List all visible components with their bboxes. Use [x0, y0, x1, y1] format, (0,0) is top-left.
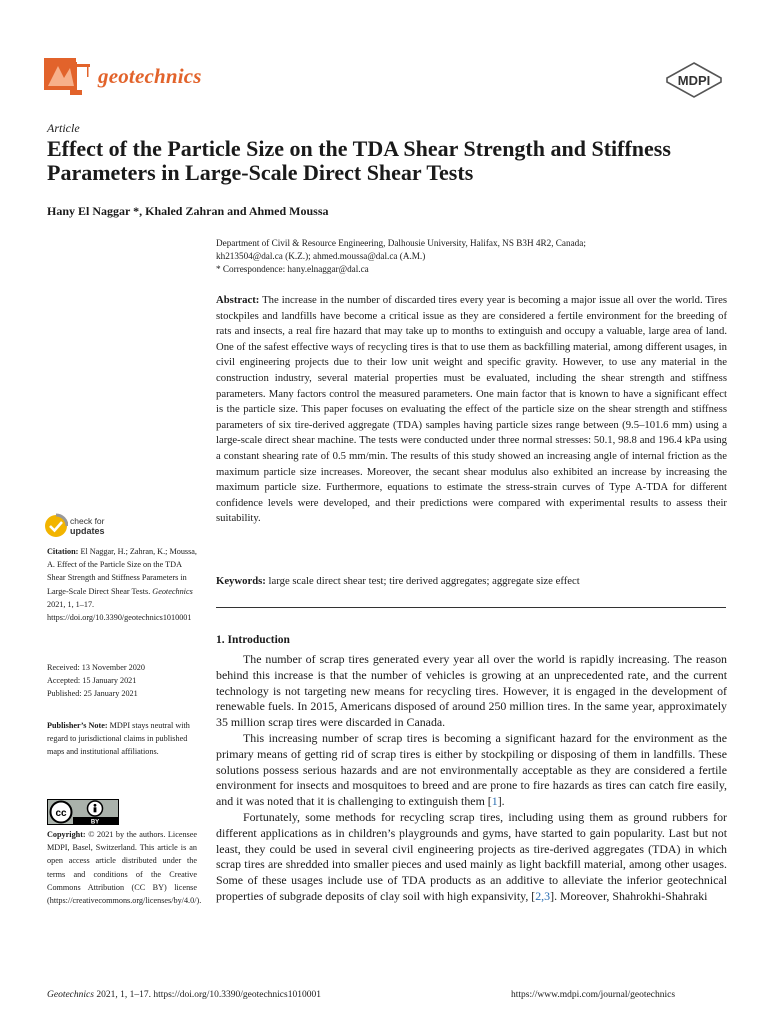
affiliation-block	[216, 237, 731, 276]
publisher-note-text: MDPI stays neutral with regard to jurisdictional claims in published maps and institutional affiliations.	[47, 721, 190, 757]
check-for-updates-icon	[44, 513, 68, 539]
check-updates-line2: updates	[70, 525, 105, 536]
affiliation-emails: kh213504@dal.ca (K.Z.); ahmed.moussa@dal.ca (A.M.)	[216, 251, 426, 261]
citation-block	[47, 545, 197, 624]
correspondence: * Correspondence: hany.elnaggar@dal.ca	[216, 264, 369, 274]
paragraph: Fortunately, some methods for recycling scrap tires, including using them as ground rubbers for different applications as in children’s playgrounds and gyms, have started to gain popularity. Last but not least, they could be used in several civil engineering projects as tire-derived aggregates (TDA) in which scrap tires are shredded into smaller pieces and used mainly as light backfill material, among other usages. Some of these usages include use of TDA products as an additive to alleviate the inferior geotechnical properties of subgrade deposits of clay soil with high expansivity, [2,3]. Moreover, Shahrokhi-Shahraki	[216, 809, 727, 903]
cc-by-license-icon[interactable]	[47, 799, 119, 825]
section-divider	[216, 607, 726, 608]
copyright-text: © 2021 by the authors. Licensee MDPI, Basel, Switzerland. This article is an open access article distributed under the terms and conditions of the Creative Commons Attribution (CC BY) license (https://creativecommons.org/licenses/by/4.0/).	[47, 830, 202, 906]
published-date: Published: 25 January 2021	[47, 689, 138, 699]
copyright-notice	[47, 828, 202, 907]
footer-details: 2021, 1, 1–17. https://doi.org/10.3390/geotechnics1010001	[96, 990, 321, 1000]
check-for-updates-button[interactable]	[44, 513, 124, 543]
section-heading: 1. Introduction	[216, 634, 290, 646]
svg-text:cc: cc	[55, 808, 67, 819]
received-date: Received: 13 November 2020	[47, 663, 145, 672]
citation-link[interactable]: 2,3	[535, 888, 551, 903]
citation-doi-link[interactable]: 2021, 1, 1–17. https://doi.org/10.3390/geotechnics1010001	[47, 599, 192, 623]
cc-by-label: BY	[90, 819, 100, 825]
paragraph-text: Moreover, Shahrokhi-Shahraki	[560, 888, 708, 903]
citation-journal: Geotechnics	[152, 586, 193, 596]
publisher-note	[47, 719, 197, 759]
citation-text: El Naggar, H.; Zahran, K.; Moussa, A. Effect of the Particle Size on the TDA Shear Strength and Stiffness Parameters in Large-Scale Direct Shear Tests.	[47, 547, 197, 596]
paragraph-text: This increasing number of scrap tires is becoming a significant hazard for the environment as the primary means of getting rid of scrap tires is either by stockpiling or disposing of them in landfills. These solutions possess serious hazards and are not environmentally acceptable as they are considered a fertile environment for insects and mosquitoes to breed and are prone to fire hazards as tires can catch fire easily, and it was noted that it is challenging to extinguish them	[216, 730, 727, 809]
article-type: Article	[47, 121, 80, 135]
abstract	[216, 293, 727, 527]
publication-dates	[47, 661, 197, 701]
footer-journal: Geotechnics	[47, 990, 94, 1000]
citation-label: Citation:	[47, 547, 79, 556]
paragraph-text: Fortunately, some methods for recycling scrap tires, including using them as ground rubbers for different applications as in children’s playgrounds and gyms, have started to gain popularity. Last but not least, they could be used in several civil engineering projects as tire-derived aggregates (TDA) in which scrap tires are shredded into smaller pieces and used mainly as light backfill material, among other usages. Some of these usages include use of TDA products as an additive to alleviate the inferior geotechnical properties of subgrade deposits of clay soil with high expansivity,	[216, 809, 727, 903]
abstract-text: The increase in the number of discarded tires every year is becoming a major issue all over the world. Tires stockpiles and landfills have become a critical issue as they are considered a fertile environment for the breeding of rats and insects, a real fire hazard that may take up to months to extinguish and occupy a valuable, large area of land. One of the safest effective ways of recycling tires is that to use them as backfilling material, among different usages, in civil engineering projects due to their low unit weight and specific gravity. However, to use any material in the construction industry, several material properties must be evaluated, including the shear strength and stiffness parameters. Many factors control the measured parameters. One main factor that is known to have a significant effect is the particle size. This paper focuses on evaluating the effect of the particle size on the shear strength and stiffness parameters of six tire-derived aggregate (TDA) samples having particle sizes range between (9.5–101.6 mm) using a large-scale direct shear machine. The tests were conducted under three normal stresses: 50.1, 98.8 and 196.4 kPa using a constant shearing rate of 0.5 mm/min. The results of this study showed an increasing angle of internal friction as the maximum particle size increases. Moreover, the secant shear modulus also exhibited an increase by increasing the maximum particle size. Furthermore, equations to estimate the stress-strain curves of Type A-TDA for different confidence levels were developed, and their predictions were compared with experimental results to assess their suitability.	[216, 294, 727, 525]
keywords-text: large scale direct shear test; tire derived aggregates; aggregate size effect	[268, 575, 580, 587]
paragraph: The number of scrap tires generated every year all over the world is rapidly increasing. The reason behind this increase is that the number of vehicles is growing at an unprecedented rate, and the current technology is not targeting new means for recycling tires. However, it is engaged in the development of renewable fuels. In 2015, Americans disposed of around 250 million tires. In the same year, approximately 35 million scrap tires were discarded in Canada.	[216, 652, 727, 730]
copyright-label: Copyright:	[47, 830, 86, 839]
mdpi-logo-icon	[665, 62, 723, 98]
check-updates-line1: check for	[70, 516, 105, 526]
author-list: Hany El Naggar *, Khaled Zahran and Ahmed Moussa	[47, 204, 329, 218]
body-text	[216, 652, 727, 905]
citation-link[interactable]: 1	[491, 794, 498, 809]
abstract-label: Abstract:	[216, 294, 260, 306]
paragraph: This increasing number of scrap tires is becoming a significant hazard for the environment as the primary means of getting rid of scrap tires is either by stockpiling or disposing of them in landfills. These solutions possess serious hazards and are not environmentally acceptable as they are considered a fertile environment for insects and mosquitoes to breed and are prone to fire hazards as tires can catch fire easily, and it was noted that it is challenging to extinguish them [1].	[216, 730, 727, 809]
publisher-name: MDPI	[677, 73, 711, 88]
keywords-label: Keywords:	[216, 575, 266, 587]
keywords	[216, 574, 727, 589]
affiliation-line: Department of Civil & Resource Engineering, Dalhousie University, Halifax, NS B3H 4R2, Canada;	[216, 238, 586, 248]
footer-citation	[47, 990, 321, 1000]
journal-logo-icon	[44, 58, 94, 98]
publisher-note-label: Publisher’s Note:	[47, 721, 108, 730]
journal-name: geotechnics	[98, 64, 202, 88]
footer-journal-link[interactable]: https://www.mdpi.com/journal/geotechnics	[511, 990, 676, 1000]
article-title: Effect of the Particle Size on the TDA Shear Strength and Stiffness Parameters in Large-Scale Direct Shear Tests	[47, 136, 671, 185]
accepted-date: Accepted: 15 January 2021	[47, 676, 137, 686]
